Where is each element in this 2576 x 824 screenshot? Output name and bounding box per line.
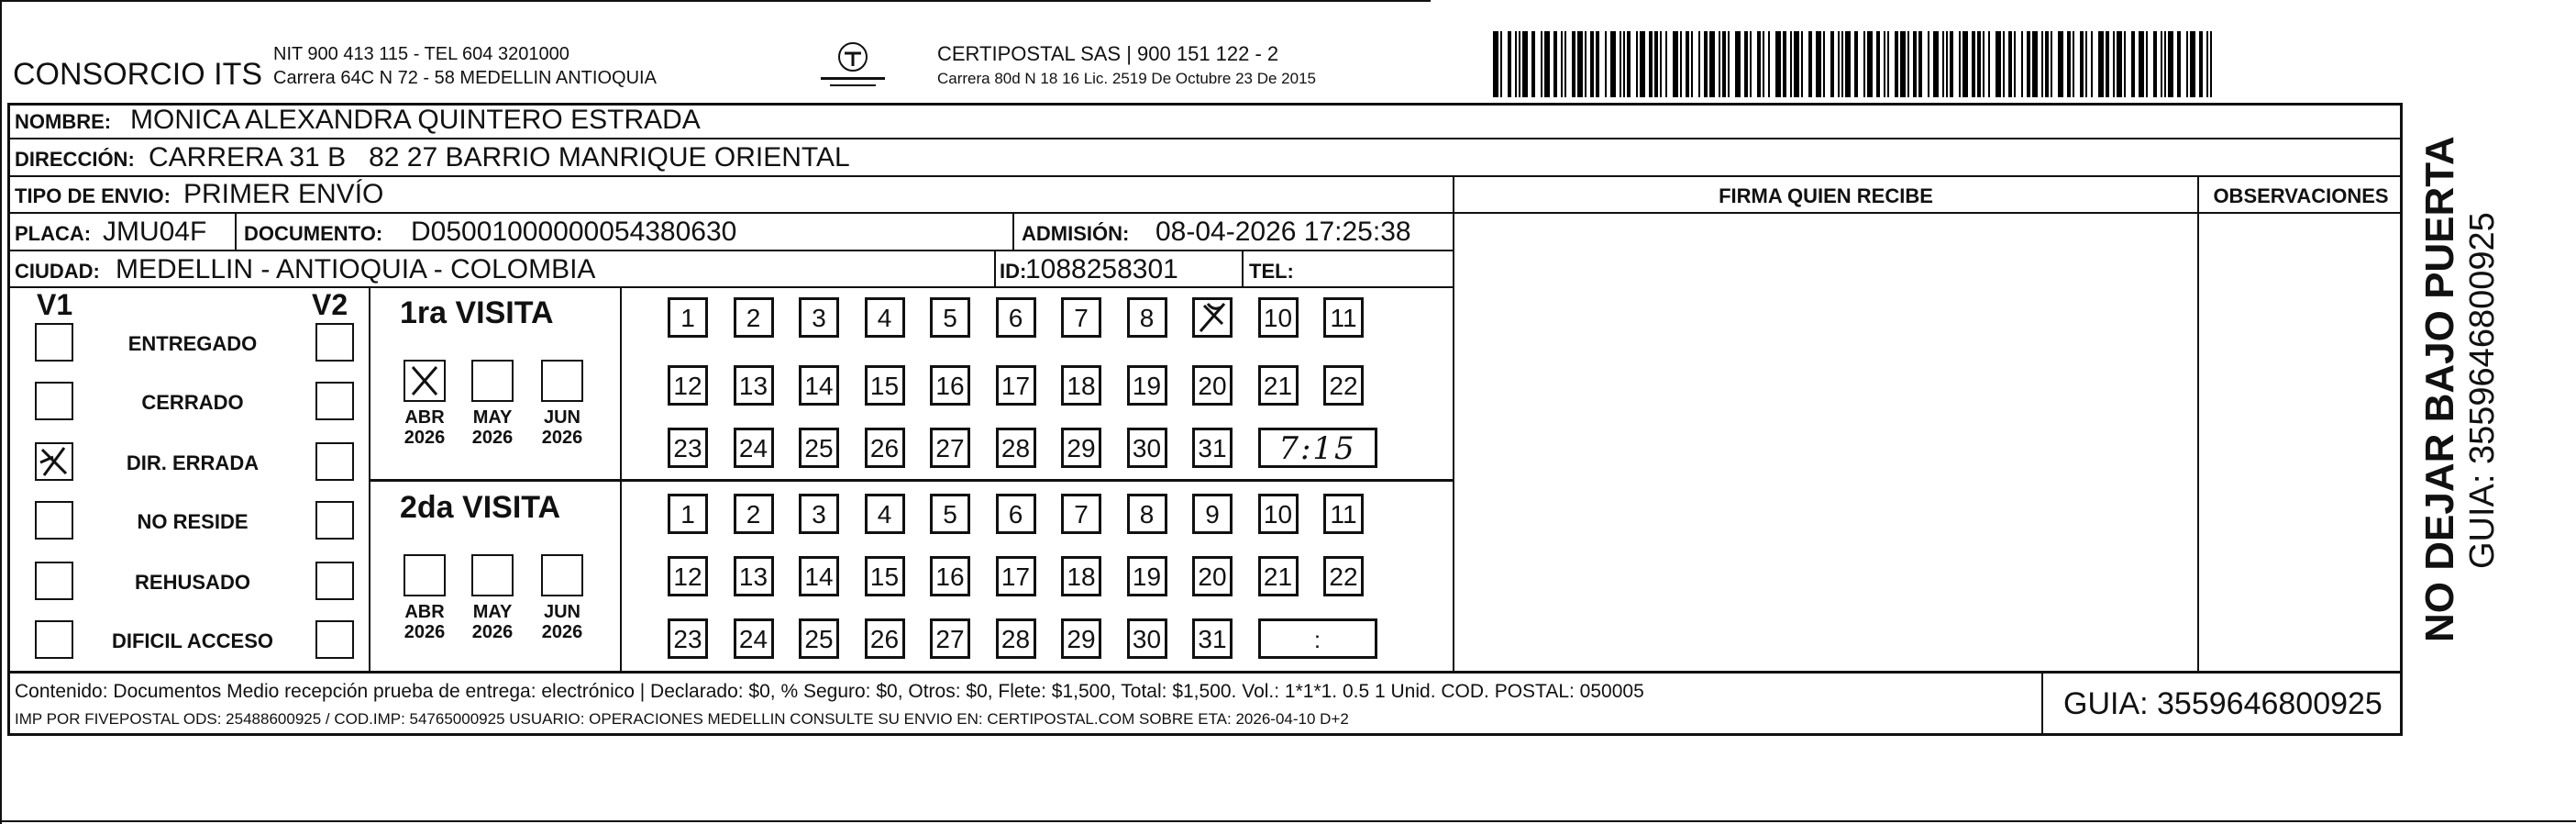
day-box-5[interactable]: 5 xyxy=(930,297,970,338)
v2-checkbox[interactable] xyxy=(315,620,354,659)
month-checkbox[interactable] xyxy=(404,360,446,402)
row-line xyxy=(7,175,2403,177)
day-box-30[interactable]: 30 xyxy=(1127,618,1167,659)
day-box-1[interactable]: 1 xyxy=(668,494,708,534)
id-value: 1088258301 xyxy=(1025,254,1178,284)
documento-value: D05001000000054380630 xyxy=(411,217,737,247)
day-box-6[interactable]: 6 xyxy=(996,494,1036,534)
carrier-address: Carrera 80d N 18 16 Lic. 2519 De Octubre 23 De 2015 xyxy=(937,70,1316,87)
company-address: Carrera 64C N 72 - 58 MEDELLIN ANTIOQUIA xyxy=(273,68,657,88)
day-box-16[interactable]: 16 xyxy=(930,556,970,596)
day-box-7[interactable]: 7 xyxy=(1061,494,1101,534)
bottom-rule xyxy=(0,820,2576,822)
footer-line xyxy=(7,671,2403,674)
status-label: CERRADO xyxy=(141,391,244,414)
id-label: ID: xyxy=(1000,260,1027,283)
day-box-7[interactable]: 7 xyxy=(1061,297,1101,338)
certipostal-logo xyxy=(812,40,894,94)
row-line xyxy=(7,250,1454,251)
company-name: CONSORCIO ITS xyxy=(13,57,263,92)
v1-checkbox[interactable] xyxy=(35,620,73,659)
day-box-2[interactable]: 2 xyxy=(734,494,774,534)
status-label: DIR. ERRADA xyxy=(126,451,260,474)
day-box-14[interactable]: 14 xyxy=(799,556,839,596)
day-box-22[interactable]: 22 xyxy=(1323,365,1364,406)
day-box-20[interactable]: 20 xyxy=(1192,556,1233,596)
col-divider xyxy=(1453,175,1454,671)
observaciones-header: OBSERVACIONES xyxy=(2213,184,2389,207)
day-box-22[interactable]: 22 xyxy=(1323,556,1364,596)
divider xyxy=(1242,250,1244,286)
documento-label: DOCUMENTO: xyxy=(244,222,383,245)
day-box-5[interactable]: 5 xyxy=(930,494,970,534)
day-box-4[interactable]: 4 xyxy=(865,494,905,534)
day-box-29[interactable]: 29 xyxy=(1061,618,1101,659)
day-box-8[interactable]: 8 xyxy=(1127,494,1167,534)
day-box-10[interactable]: 10 xyxy=(1258,494,1299,534)
day-box-24[interactable]: 24 xyxy=(734,618,774,659)
tipo-value: PRIMER ENVÍO xyxy=(183,179,384,209)
month-label: ABR 2026 xyxy=(404,407,446,448)
day-box-13[interactable]: 13 xyxy=(734,365,774,406)
day-box-29[interactable]: 29 xyxy=(1061,428,1101,468)
month-label: MAY 2026 xyxy=(471,407,514,448)
day-box-30[interactable]: 30 xyxy=(1127,428,1167,468)
day-box-9[interactable] xyxy=(1192,297,1233,338)
day-box-11[interactable]: 11 xyxy=(1323,494,1364,534)
v1-checkbox[interactable] xyxy=(35,442,73,481)
top-rule xyxy=(0,0,1431,2)
nombre-label: NOMBRE: xyxy=(15,110,112,133)
tel-label: TEL: xyxy=(1249,260,1294,283)
day-box-4[interactable]: 4 xyxy=(865,297,905,338)
day-box-1[interactable]: 1 xyxy=(668,297,708,338)
status-label: ENTREGADO xyxy=(127,332,258,355)
day-box-25[interactable]: 25 xyxy=(799,618,839,659)
ciudad-value: MEDELLIN - ANTIOQUIA - COLOMBIA xyxy=(116,254,596,284)
month-label: ABR 2026 xyxy=(404,602,446,642)
admision-label: ADMISIÓN: xyxy=(1022,222,1130,245)
visit2-title: 2da VISITA xyxy=(400,490,561,525)
day-box-24[interactable]: 24 xyxy=(734,428,774,468)
day-box-15[interactable]: 15 xyxy=(865,556,905,596)
day-box-2[interactable]: 2 xyxy=(734,297,774,338)
day-box-23[interactable]: 23 xyxy=(668,428,708,468)
v2-checkbox[interactable] xyxy=(315,501,354,540)
row-line xyxy=(7,212,2403,214)
placa-label: PLACA: xyxy=(15,222,92,245)
footer-guia: GUIA: 3559646800925 xyxy=(2063,686,2383,721)
day-box-18[interactable]: 18 xyxy=(1061,365,1101,406)
barcode xyxy=(1493,31,2223,97)
v2-checkbox[interactable] xyxy=(315,323,354,362)
day-box-18[interactable]: 18 xyxy=(1061,556,1101,596)
carrier-name: CERTIPOSTAL SAS | 900 151 122 - 2 xyxy=(937,42,1279,65)
day-box-16[interactable]: 16 xyxy=(930,365,970,406)
day-box-31[interactable]: 31 xyxy=(1192,618,1233,659)
day-box-17[interactable]: 17 xyxy=(996,556,1036,596)
footer-divider xyxy=(2041,671,2043,736)
day-box-27[interactable]: 27 xyxy=(930,428,970,468)
day-box-31[interactable]: 31 xyxy=(1192,428,1233,468)
status-label: NO RESIDE xyxy=(137,510,249,533)
day-box-3[interactable]: 3 xyxy=(799,494,839,534)
month-label: JUN 2026 xyxy=(541,407,583,448)
day-box-21[interactable]: 21 xyxy=(1258,365,1299,406)
day-box-6[interactable]: 6 xyxy=(996,297,1036,338)
divider xyxy=(994,250,996,286)
no-dejar-bajo-puerta: NO DEJAR BAJO PUERTA xyxy=(2417,136,2462,642)
month-label: JUN 2026 xyxy=(541,602,583,642)
footer-contenido: Contenido: Documentos Medio recepción prueba de entrega: electrónico | Declarado: $0, % Seguro: $0, Otros: $0, Flete: $1,500, Total: $1,500. Vol.: 1*1*1. 0.5 1 Unid. COD. POSTAL: 050005 xyxy=(15,681,1644,702)
day-box-15[interactable]: 15 xyxy=(865,365,905,406)
day-box-20[interactable]: 20 xyxy=(1192,365,1233,406)
day-box-17[interactable]: 17 xyxy=(996,365,1036,406)
direccion-value: CARRERA 31 B 82 27 BARRIO MANRIQUE ORIENTAL xyxy=(149,142,850,173)
day-box-25[interactable]: 25 xyxy=(799,428,839,468)
placa-value: JMU04F xyxy=(103,217,207,247)
day-box-26[interactable]: 26 xyxy=(865,428,905,468)
row-line xyxy=(7,286,1454,288)
v2-checkbox[interactable] xyxy=(315,382,354,420)
day-box-26[interactable]: 26 xyxy=(865,618,905,659)
day-box-14[interactable]: 14 xyxy=(799,365,839,406)
divider xyxy=(1012,212,1014,250)
day-box-9[interactable]: 9 xyxy=(1192,494,1233,534)
direccion-label: DIRECCIÓN: xyxy=(15,148,135,171)
admision-value: 08-04-2026 17:25:38 xyxy=(1155,217,1411,247)
day-box-23[interactable]: 23 xyxy=(668,618,708,659)
month-checkbox[interactable] xyxy=(471,360,514,402)
day-box-10[interactable]: 10 xyxy=(1258,297,1299,338)
month-checkbox[interactable] xyxy=(541,360,583,402)
time-box[interactable]: : xyxy=(1258,618,1377,659)
divider xyxy=(235,212,237,250)
day-box-28[interactable]: 28 xyxy=(996,428,1036,468)
month-label: MAY 2026 xyxy=(471,602,514,642)
left-rule xyxy=(0,0,2,824)
day-box-3[interactable]: 3 xyxy=(799,297,839,338)
col-divider xyxy=(2197,175,2199,671)
row-line xyxy=(7,138,2403,139)
v1-checkbox[interactable] xyxy=(35,501,73,540)
day-box-19[interactable]: 19 xyxy=(1127,365,1167,406)
day-box-13[interactable]: 13 xyxy=(734,556,774,596)
status-label: DIFICIL ACCESO xyxy=(111,629,273,652)
visit1-title: 1ra VISITA xyxy=(400,295,554,330)
v1-label: V1 xyxy=(37,288,73,321)
v1-checkbox[interactable] xyxy=(35,562,73,600)
footer-imp: IMP POR FIVEPOSTAL ODS: 25488600925 / COD.IMP: 54765000925 USUARIO: OPERACIONES MEDELLIN CONSULTE SU ENVIO EN: CERTIPOSTAL.COM SOBRE ETA: 2026-04-10 D+2 xyxy=(15,710,1349,728)
v1-checkbox[interactable] xyxy=(35,323,73,362)
day-box-11[interactable]: 11 xyxy=(1323,297,1364,338)
nombre-value: MONICA ALEXANDRA QUINTERO ESTRADA xyxy=(130,105,701,135)
handwritten-time: 7:15 xyxy=(1278,430,1356,467)
company-nit: NIT 900 413 115 - TEL 604 3201000 xyxy=(273,44,569,64)
status-label: REHUSADO xyxy=(135,571,250,594)
day-box-8[interactable]: 8 xyxy=(1127,297,1167,338)
day-box-12[interactable]: 12 xyxy=(668,556,708,596)
firma-header: FIRMA QUIEN RECIBE xyxy=(1719,184,1933,207)
day-box-28[interactable]: 28 xyxy=(996,618,1036,659)
month-checkbox[interactable] xyxy=(541,554,583,596)
tipo-label: TIPO DE ENVIO: xyxy=(15,184,171,207)
day-box-27[interactable]: 27 xyxy=(930,618,970,659)
side-guia: GUIA: 3559646800925 xyxy=(2463,212,2502,569)
v2-checkbox[interactable] xyxy=(315,442,354,481)
divider xyxy=(369,479,1453,482)
v2-checkbox[interactable] xyxy=(315,562,354,600)
month-checkbox[interactable] xyxy=(404,554,446,596)
day-box-19[interactable]: 19 xyxy=(1127,556,1167,596)
day-box-12[interactable]: 12 xyxy=(668,365,708,406)
ciudad-label: CIUDAD: xyxy=(15,260,100,283)
v2-label: V2 xyxy=(312,288,348,321)
v1-checkbox[interactable] xyxy=(35,382,73,420)
day-box-21[interactable]: 21 xyxy=(1258,556,1299,596)
time-box[interactable] xyxy=(1258,428,1377,468)
month-checkbox[interactable] xyxy=(471,554,514,596)
